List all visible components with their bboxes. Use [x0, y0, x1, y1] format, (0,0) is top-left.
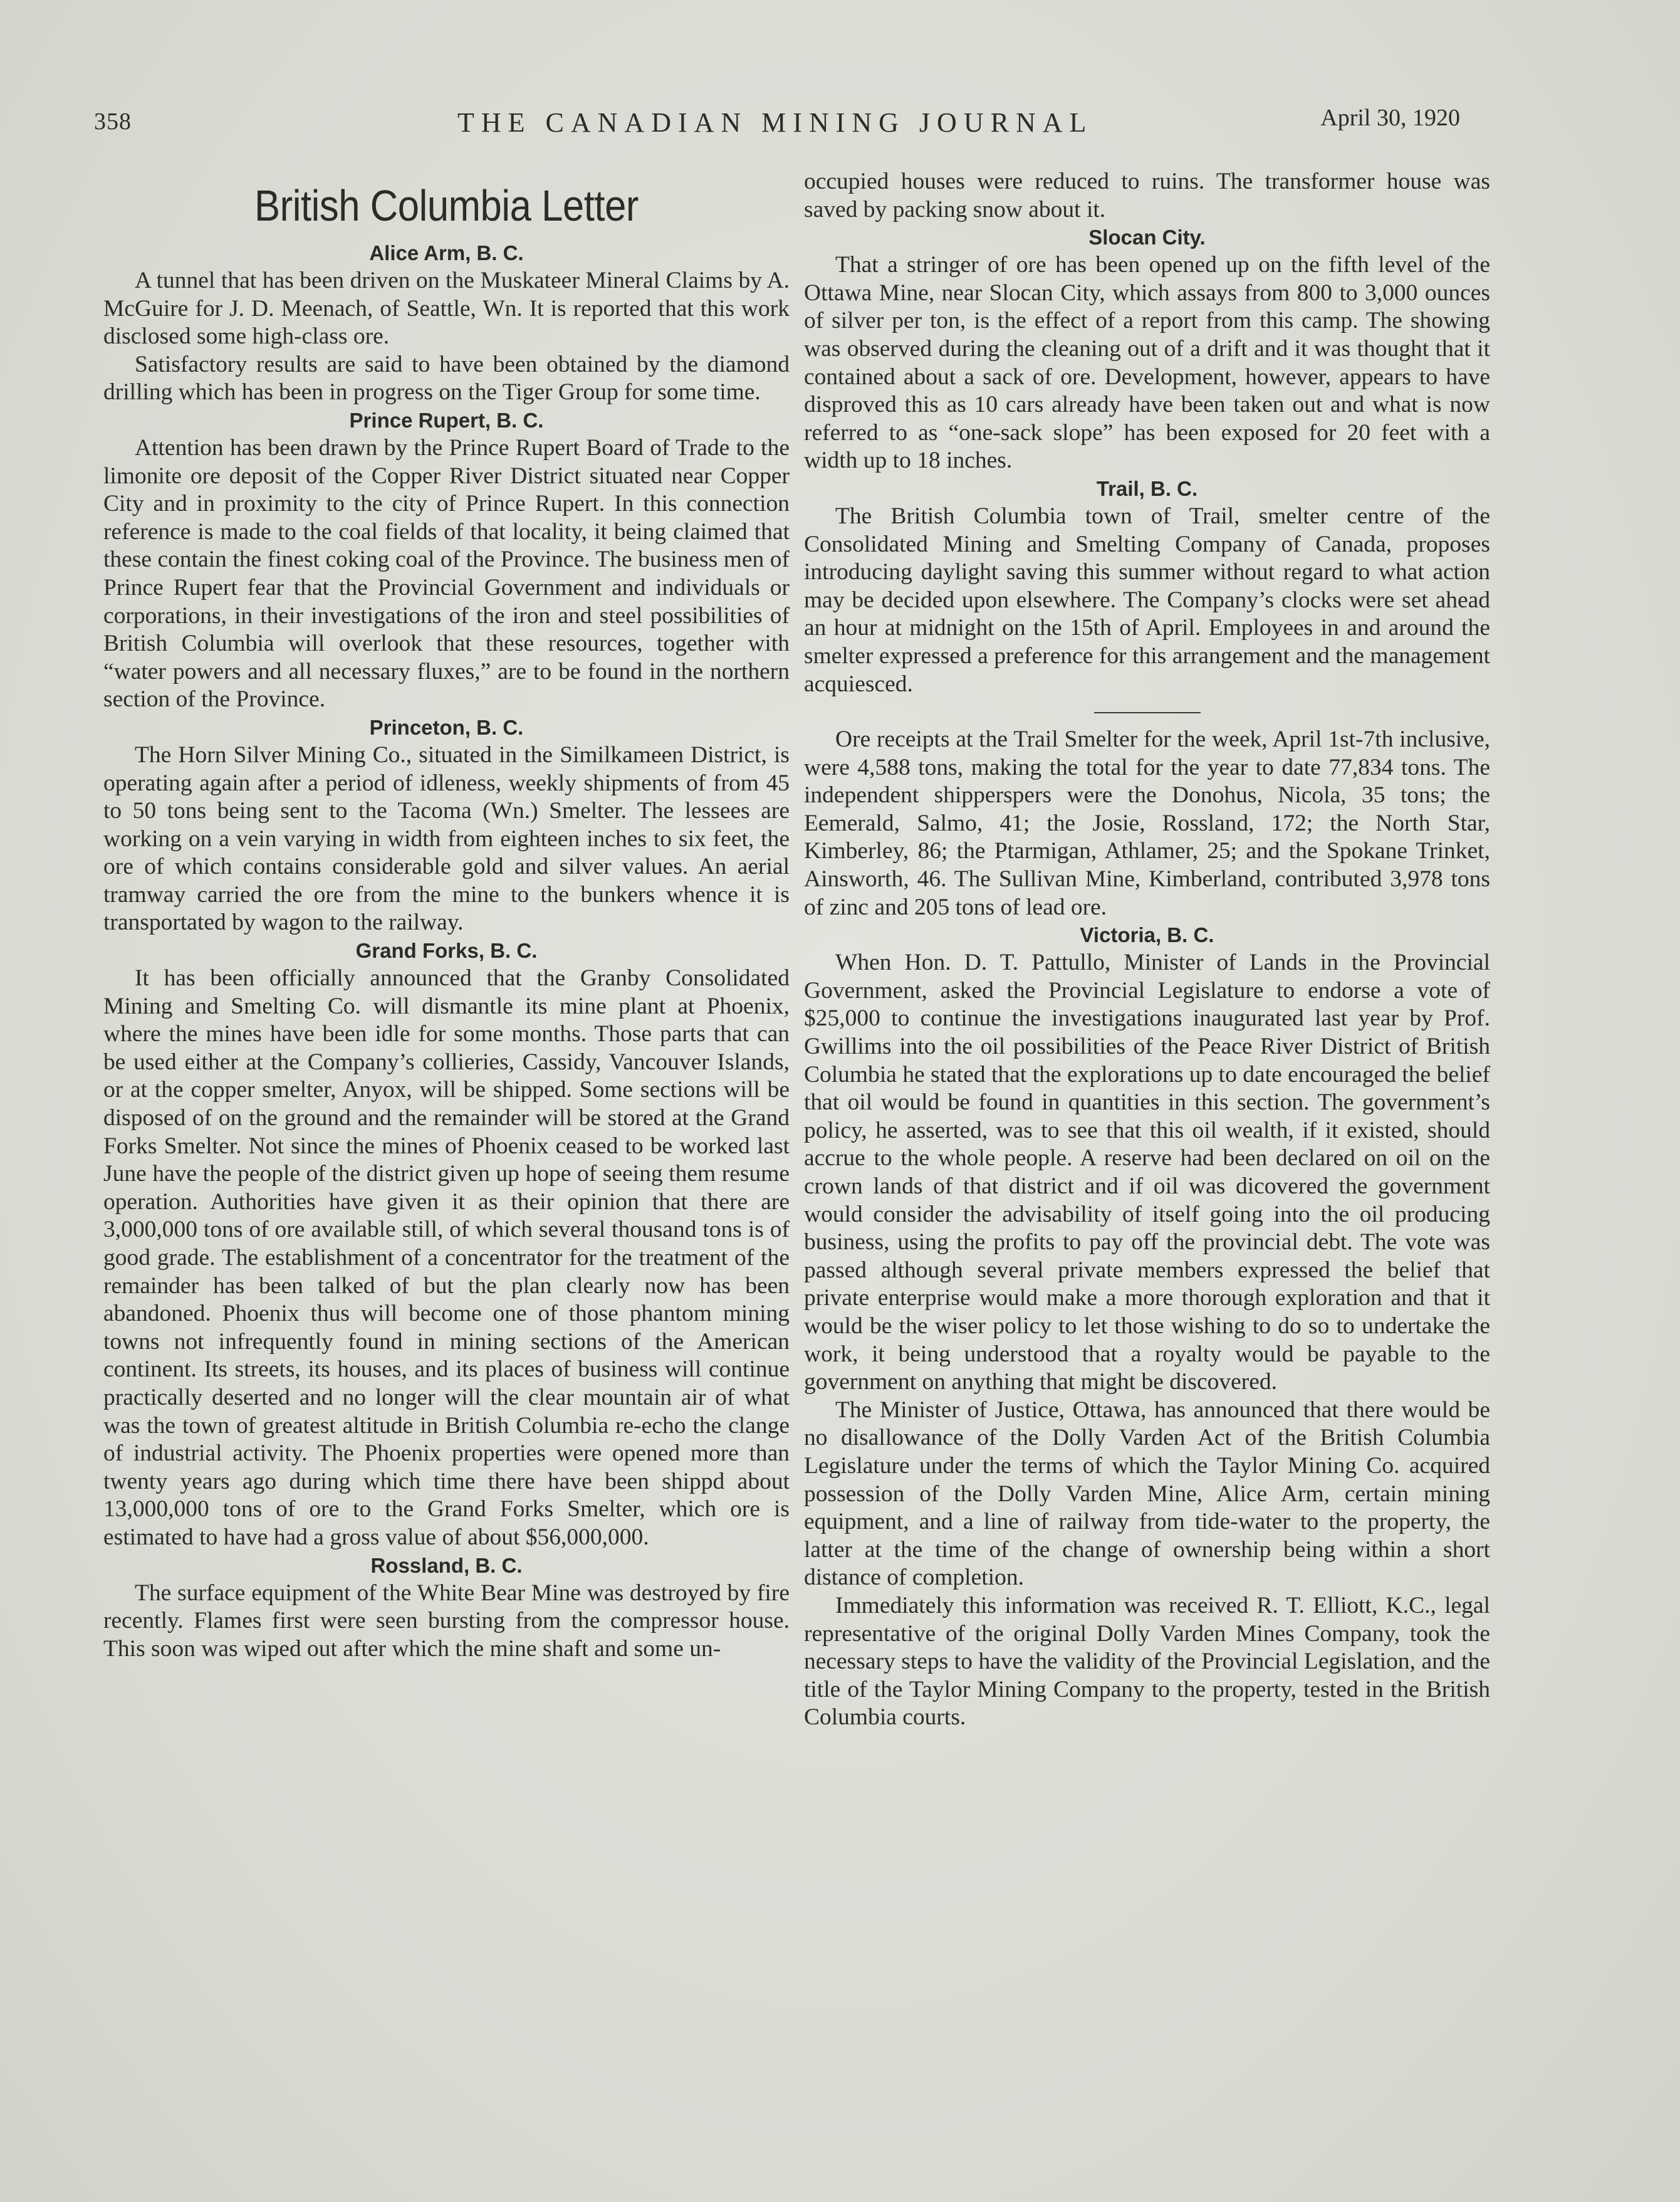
section-heading-prince-rupert-b-c: Prince Rupert, B. C.: [349, 408, 544, 432]
paragraph: A tunnel that has been driven on the Muskateer Mineral Claims by A. McGuire for J. D. Meenach, of Seattle, Wn. It is reported that this work disclosed some high-class ore.: [103, 268, 790, 350]
section-heading-trail-b-c: Trail, B. C.: [1096, 476, 1198, 500]
section-heading-victoria-b-c: Victoria, B. C.: [1080, 923, 1214, 947]
paragraph: Satisfactory results are said to have been obtained by the diamond drilling which has been in progress on the Tiger Group for some time.: [103, 351, 790, 406]
paragraph: When Hon. D. T. Pattullo, Minister of Lands in the Provincial Government, asked the Provincial Legislature to endorse a vote of $25,000 to continue the investigations inaugurated last year by Prof. Gwillims into the oil possibilities of the Peace River District of British Columbia he stated that the explorations up to date encouraged the belief that oil would be found in quantities in this section. The government’s policy, he asserted, was to see that this oil wealth, if it existed, should accrue to the whole people. A reserve had been declared on oil on the crown lands of that district and if oil was dicovered the government would consider the advisability of itself going into the oil producing business, using the profits to pay off the provincial debt. The vote was passed although several private members expressed the belief that private enterprise would make a more thorough exploration and that it would be the wiser policy to let those wishing to do so to undertake the work, it being understood that a royalty would be payable to the government on anything that might be discovered.: [804, 950, 1490, 1395]
issue-date: April 30, 1920: [1320, 105, 1460, 131]
paragraph: The Horn Silver Mining Co., situated in the Similkameen District, is operating again after a period of idleness, weekly shipments of from 45 to 50 tons being sent to the Tacoma (Wn.) Smelter. The lessees are working on a vein varying in width from eighteen inches to six feet, the ore of which contains considerable gold and silver values. An aerial tramway carried the ore from the mine to the bunkers whence it is transportated by wagon to the railway.: [103, 742, 790, 936]
section-heading-princeton-b-c: Princeton, B. C.: [369, 715, 524, 739]
paragraph: Immediately this information was received R. T. Elliott, K.C., legal representative of the original Dolly Varden Mines Company, took the necessary steps to have the validity of the Provincial Legislation, and the title of the Taylor Mining Company to the property, tested in the British Columbia courts.: [804, 1592, 1490, 1731]
page-number: 358: [94, 108, 132, 135]
paragraph: Attention has been drawn by the Prince Rupert Board of Trade to the limonite ore deposit of the Copper River District situated near Copper City and in proximity to the city of Prince Rupert. In this connection reference is made to the coal fields of that locality, it being claimed that these contain the finest coking coal of the Province. The business men of Prince Rupert fear that the Provincial Government and individuals or corporations, in their investigations of the iron and steel possibilities of British Columbia will overlook that these resources, together with “water powers and all necessary fluxes,” are to be found in the northern section of the Province.: [103, 434, 790, 713]
section-heading-grand-forks-b-c: Grand Forks, B. C.: [355, 939, 538, 963]
paragraph: occupied houses were reduced to ruins. The transformer house was saved by packing snow about it.: [804, 169, 1490, 223]
paragraph: Ore receipts at the Trail Smelter for the week, April 1st-7th inclusive, were 4,588 tons, making the total for the year to date 77,834 tons. The independent shipperspers were the Donohus, Nicola, 35 tons; the Eemerald, Salmo, 41; the Josie, Rossland, 172; the North Star, Kimberley, 86; the Ptarmigan, Athlamer, 25; and the Spokane Trinket, Ainsworth, 46. The Sullivan Mine, Kimberland, contributed 3,978 tons of zinc and 205 tons of lead ore.: [804, 726, 1490, 920]
section-heading-alice-arm-b-c: Alice Arm, B. C.: [369, 241, 524, 265]
section-divider: [1094, 712, 1201, 713]
running-head: [94, 105, 1460, 152]
paragraph: That a stringer of ore has been opened up on the fifth level of the Ottawa Mine, near Slocan City, which assays from 800 to 3,000 ounces of silver per ton, is the effect of a report from this camp. The showing was observed during the cleaning out of a drift and it was thought that it contained about a sack of ore. Development, however, appears to have disproved this as 10 cars already have been taken out and what is now referred to as “one-sack slope” has been exposed for 20 feet with a width up to 18 inches.: [804, 252, 1490, 474]
paragraph: The surface equipment of the White Bear Mine was destroyed by fire recently. Flames first were seen bursting from the compressor house. This soon was wiped out after which the mine shaft and some un-: [103, 1580, 790, 1662]
article-title: British Columbia Letter: [254, 181, 639, 230]
paragraph: The British Columbia town of Trail, smelter centre of the Consolidated Mining and Smelting Company of Canada, proposes introducing daylight saving this summer without regard to what action may be decided upon elsewhere. The Company’s clocks were set ahead an hour at midnight on the 15th of April. Employees in and around the smelter expressed a preference for this arrangement and the management acquiesced.: [804, 503, 1490, 697]
left-column: [103, 169, 790, 1663]
paragraph: It has been officially announced that the Granby Consolidated Mining and Smelting Co. will dismantle its mine plant at Phoenix, where the mines have been idle for some months. Those parts that can be used either at the Company’s collieries, Cassidy, Vancouver Islands, or at the copper smelter, Anyox, will be shipped. Some sections will be disposed of on the ground and the remainder will be stored at the Grand Forks Smelter. Not since the mines of Phoenix ceased to be worked last June have the people of the district given up hope of seeing them resume operation. Authorities have given it as their opinion that there are 3,000,000 tons of ore available still, of which several thousand tons is of good grade. The establishment of a concentrator for the treatment of the remainder has been talked of but the plan clearly now has been abandoned. Phoenix thus will become one of those phantom mining towns not infrequently found in mining sections of the American continent. Its streets, its houses, and its places of business will continue practically deserted and no longer will the clear mountain air of what was the town of greatest altitude in British Columbia re-echo the clange of industrial activity. The Phoenix properties were opened more than twenty years ago during which time there have been shippd about 13,000,000 tons of ore to the Grand Forks Smelter, which ore is estimated to have had a gross value of about $56,000,000.: [103, 965, 790, 1550]
section-heading-slocan-city: Slocan City.: [1088, 226, 1206, 249]
paragraph: The Minister of Justice, Ottawa, has announced that there would be no disallowance of the Dolly Varden Act of the British Columbia Legislature under the terms of which the Taylor Mining Co. acquired possession of the Dolly Varden Mine, Alice Arm, certain mining equipment, and a line of railway from tide-water to the property, the latter at the time of the change of ownership being within a short distance of completion.: [804, 1397, 1490, 1591]
journal-title: THE CANADIAN MINING JOURNAL: [457, 107, 1093, 138]
right-column: [804, 168, 1490, 1732]
section-heading-rossland-b-c: Rossland, B. C.: [370, 1553, 523, 1577]
